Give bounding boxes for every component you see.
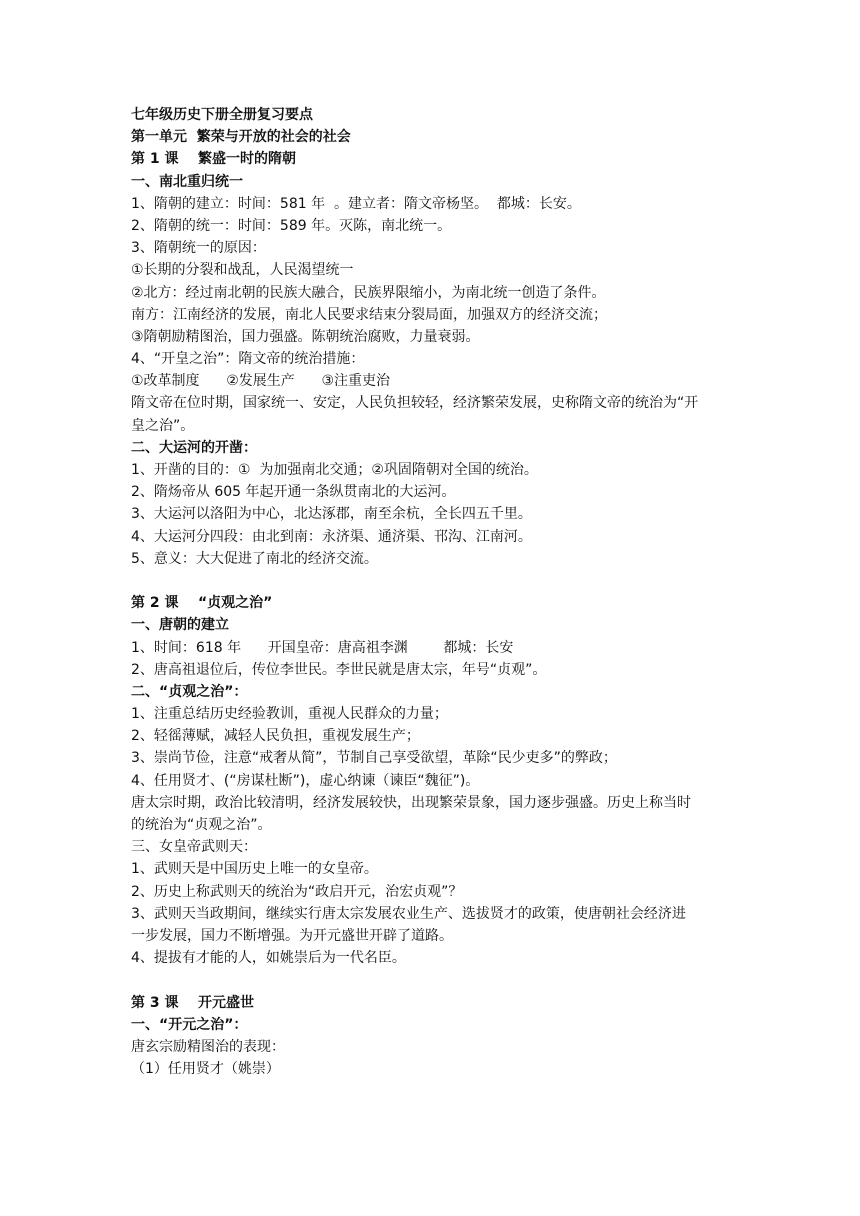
text-line: ③隋朝励精图治，国力强盛。陈朝统治腐败，力量衰弱。 — [131, 328, 480, 345]
section-heading: 二、大运河的开凿： — [131, 439, 257, 456]
text-line: 3、武则天当政期间，继续实行唐太宗发展农业生产、选拔贤才的政策，使唐朝社会经济进 — [131, 905, 686, 922]
text-line: 皇之治”。 — [131, 417, 195, 434]
section-heading: 一、南北重归统一 — [131, 173, 243, 190]
text-line: 隋文帝在位时期，国家统一、安定，人民负担较轻，经济繁荣发展，史称隋文帝的统治为“开 — [131, 395, 699, 412]
doc-title: 七年级历史下册全册复习要点 — [131, 107, 313, 123]
unit-heading: 第一单元 繁荣与开放的社会的社会 — [131, 129, 351, 146]
text-line: 4、任用贤才、(“房谋杜断”)，虚心纳谏（谏臣“魏征”)。 — [131, 772, 480, 789]
lesson-heading: 第 1 课 繁盛一时的隋朝 — [131, 151, 296, 168]
text-line: 唐玄宗励精图治的表现： — [131, 1038, 285, 1055]
text-line: ②北方：经过南北朝的民族大融合，民族界限缩小，为南北统一创造了条件。 — [131, 284, 606, 301]
section-heading: 一、“开元之治”： — [131, 1016, 248, 1033]
text-line: 2、隋朝的统一：时间：589 年。灭陈，南北统一。 — [131, 217, 452, 234]
text-line: ①改革制度 ②发展生产 ③注重吏治 — [131, 373, 391, 390]
text-line: 4、提拔有才能的人，如姚崇后为一代名臣。 — [131, 950, 406, 967]
section-heading: 三、女皇帝武则天： — [131, 839, 257, 856]
text-line: 2、唐高祖退位后，传位李世民。李世民就是唐太宗，年号“贞观”。 — [131, 661, 547, 678]
document-page — [131, 104, 736, 1080]
section-heading: 一、唐朝的建立 — [131, 617, 229, 634]
text-line: 唐太宗时期，政治比较清明，经济发展较快，出现繁荣景象，国力逐步强盛。历史上称当时 — [131, 794, 691, 811]
blank-line — [131, 570, 736, 592]
text-line: 2、隋炀帝从 605 年起开通一条纵贯南北的大运河。 — [131, 484, 456, 501]
text-line: 3、大运河以洛阳为中心，北达涿郡，南至余杭，全长四五千里。 — [131, 506, 532, 523]
text-line: 一步发展，国力不断增强。为开元盛世开辟了道路。 — [131, 927, 453, 944]
text-line: 1、时间：618 年 开国皇帝：唐高祖李渊 都城：长安 — [131, 639, 514, 656]
text-line: （1）任用贤才（姚崇） — [131, 1061, 280, 1078]
text-line: 5、意义：大大促进了南北的经济交流。 — [131, 550, 378, 567]
text-line: 1、开凿的目的：① 为加强南北交通；②巩固隋朝对全国的统治。 — [131, 462, 538, 478]
text-line: 4、“开皇之治”：隋文帝的统治措施： — [131, 351, 365, 368]
text-line: 1、武则天是中国历史上唯一的女皇帝。 — [131, 861, 378, 878]
text-line: 的统治为“贞观之治”。 — [131, 817, 272, 833]
lesson-heading: 第 3 课 开元盛世 — [131, 994, 254, 1011]
text-line: 南方：江南经济的发展，南北人民要求结束分裂局面，加强双方的经济交流； — [131, 306, 607, 323]
section-heading: 二、“贞观之治”： — [131, 683, 248, 700]
text-line: 1、隋朝的建立：时间：581 年 。建立者：隋文帝杨坚。 都城：长安。 — [131, 195, 581, 212]
text-line: 4、大运河分四段：由北到南：永济渠、通济渠、邗沟、江南河。 — [131, 528, 532, 545]
text-line: 1、注重总结历史经验教训，重视人民群众的力量； — [131, 706, 448, 723]
text-line: ①长期的分裂和战乱，人民渴望统一 — [131, 262, 354, 279]
lesson-heading: 第 2 课 “贞观之治” — [131, 595, 273, 612]
blank-line — [131, 969, 736, 991]
text-line: 3、隋朝统一的原因： — [131, 240, 266, 257]
text-line: 2、历史上称武则天的统治为“政启开元，治宏贞观”？ — [131, 883, 463, 900]
text-line: 2、轻徭薄赋，减轻人民负担，重视发展生产； — [131, 728, 420, 745]
text-line: 3、崇尚节俭，注意“戒奢从简”，节制自己享受欲望，革除“民少吏多”的弊政； — [131, 750, 617, 767]
